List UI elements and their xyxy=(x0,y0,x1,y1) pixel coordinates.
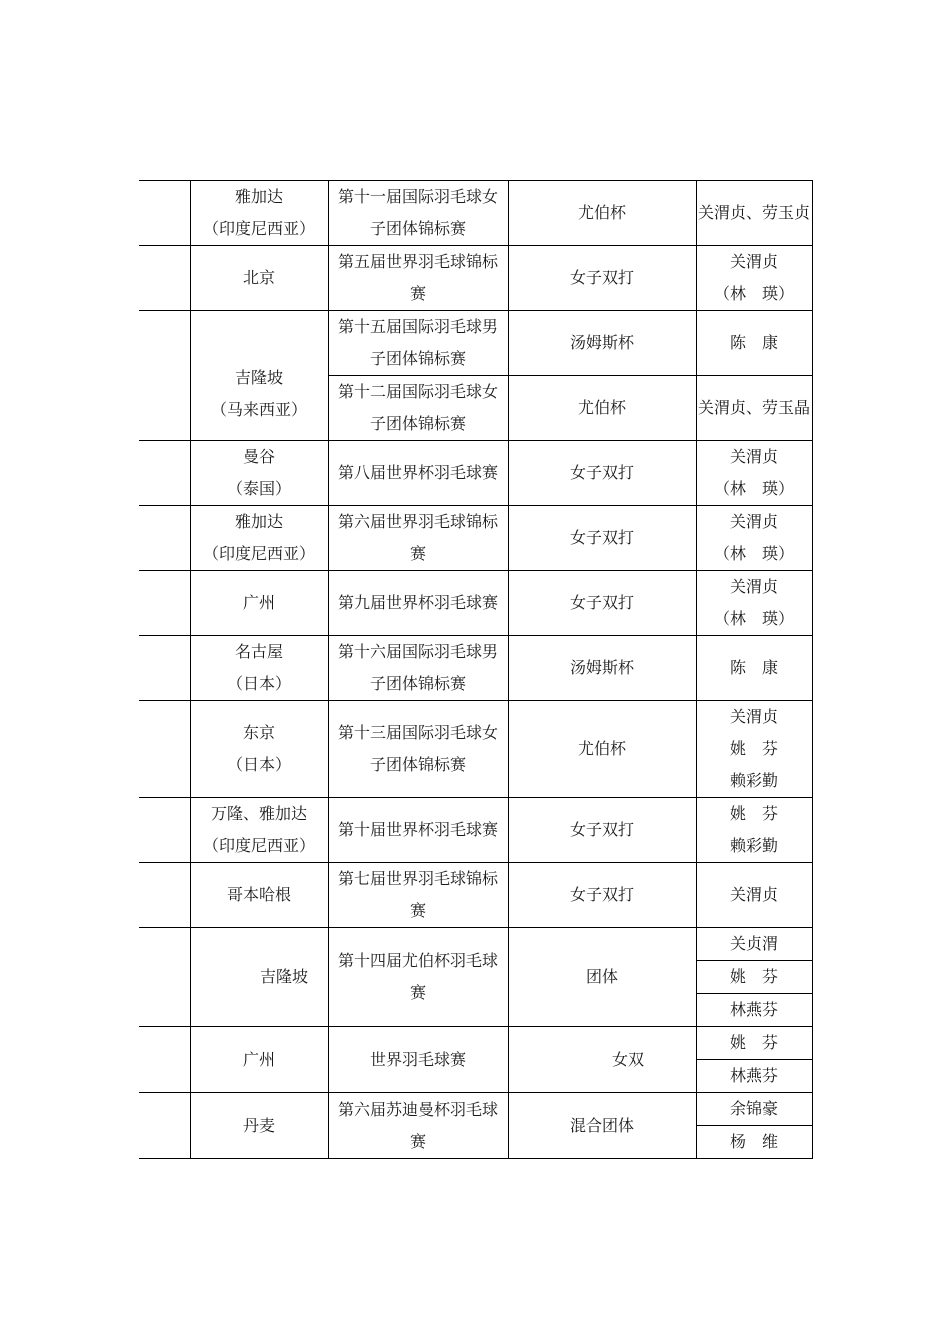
table-row xyxy=(139,928,812,961)
category-cell: 汤姆斯杯 xyxy=(508,636,696,701)
table-row xyxy=(139,181,812,246)
location-cell: 万隆、雅加达 （印度尼西亚） xyxy=(190,798,328,863)
location-cell: 雅加达 （印度尼西亚） xyxy=(190,506,328,571)
category-cell: 女子双打 xyxy=(508,441,696,506)
location-cell: 哥本哈根 xyxy=(190,863,328,928)
event-cell: 第十一届国际羽毛球女 子团体锦标赛 xyxy=(328,181,508,246)
players-cell: 关渭贞 （林 瑛） xyxy=(696,506,812,571)
players-cell: 陈 康 xyxy=(696,311,812,376)
event-cell: 第八届世界杯羽毛球赛 xyxy=(328,441,508,506)
event-cell: 第十六届国际羽毛球男 子团体锦标赛 xyxy=(328,636,508,701)
location-cell: 丹麦 xyxy=(190,1093,328,1159)
location-cell: 东京 （日本） xyxy=(190,701,328,798)
event-cell: 世界羽毛球赛 xyxy=(328,1027,508,1093)
players-cell: 姚 芬 xyxy=(696,1027,812,1060)
event-cell: 第十四届尤伯杯羽毛球 赛 xyxy=(328,928,508,1027)
players-cell: 关贞渭 xyxy=(696,928,812,961)
category-cell: 女子双打 xyxy=(508,246,696,311)
table-row xyxy=(139,1093,812,1126)
players-cell: 余锦豪 xyxy=(696,1093,812,1126)
category-cell: 尤伯杯 xyxy=(508,181,696,246)
table-row xyxy=(139,701,812,798)
table-row xyxy=(139,636,812,701)
players-cell: 陈 康 xyxy=(696,636,812,701)
players-cell: 关渭贞、劳玉晶 xyxy=(696,376,812,441)
players-cell: 关渭贞 xyxy=(696,863,812,928)
event-cell: 第十二届国际羽毛球女 子团体锦标赛 xyxy=(328,376,508,441)
year-cell xyxy=(139,311,190,441)
location-cell: 北京 xyxy=(190,246,328,311)
badminton-results-table xyxy=(139,180,813,1159)
year-cell xyxy=(139,1027,190,1093)
players-cell: 林燕芬 xyxy=(696,1060,812,1093)
table-row xyxy=(139,863,812,928)
table-row xyxy=(139,246,812,311)
table-row xyxy=(139,798,812,863)
table-row xyxy=(139,311,812,376)
event-cell: 第十三届国际羽毛球女 子团体锦标赛 xyxy=(328,701,508,798)
year-cell xyxy=(139,798,190,863)
event-cell: 第九届世界杯羽毛球赛 xyxy=(328,571,508,636)
year-cell xyxy=(139,441,190,506)
year-cell xyxy=(139,246,190,311)
players-cell: 姚 芬 赖彩勤 xyxy=(696,798,812,863)
location-cell: 吉隆坡 （马来西亚） xyxy=(190,311,328,441)
table-row xyxy=(139,506,812,571)
players-cell: 关渭贞 姚 芬 赖彩勤 xyxy=(696,701,812,798)
category-cell: 团体 xyxy=(508,928,696,1027)
location-cell: 雅加达 （印度尼西亚） xyxy=(190,181,328,246)
players-cell: 林燕芬 xyxy=(696,994,812,1027)
category-cell: 女子双打 xyxy=(508,798,696,863)
year-cell xyxy=(139,506,190,571)
location-cell: 吉隆坡 xyxy=(190,928,328,1027)
players-cell: 关渭贞 （林 瑛） xyxy=(696,441,812,506)
players-cell: 关渭贞、劳玉贞 xyxy=(696,181,812,246)
year-cell xyxy=(139,571,190,636)
year-cell xyxy=(139,928,190,1027)
category-cell: 尤伯杯 xyxy=(508,376,696,441)
location-cell: 广州 xyxy=(190,571,328,636)
players-cell: 姚 芬 xyxy=(696,961,812,994)
category-cell: 女子双打 xyxy=(508,506,696,571)
year-cell xyxy=(139,1093,190,1159)
location-cell: 广州 xyxy=(190,1027,328,1093)
table-row xyxy=(139,1027,812,1060)
category-cell: 尤伯杯 xyxy=(508,701,696,798)
category-cell: 女双 xyxy=(508,1027,696,1093)
event-cell: 第十五届国际羽毛球男 子团体锦标赛 xyxy=(328,311,508,376)
event-cell: 第七届世界羽毛球锦标 赛 xyxy=(328,863,508,928)
table-row xyxy=(139,441,812,506)
category-cell: 女子双打 xyxy=(508,571,696,636)
players-cell: 关渭贞 （林 瑛） xyxy=(696,571,812,636)
event-cell: 第六届世界羽毛球锦标 赛 xyxy=(328,506,508,571)
players-cell: 关渭贞 （林 瑛） xyxy=(696,246,812,311)
location-cell: 曼谷 （泰国） xyxy=(190,441,328,506)
players-cell: 杨 维 xyxy=(696,1126,812,1159)
year-cell xyxy=(139,181,190,246)
category-cell: 汤姆斯杯 xyxy=(508,311,696,376)
event-cell: 第十届世界杯羽毛球赛 xyxy=(328,798,508,863)
year-cell xyxy=(139,863,190,928)
category-cell: 女子双打 xyxy=(508,863,696,928)
year-cell xyxy=(139,636,190,701)
table-row xyxy=(139,571,812,636)
category-cell: 混合团体 xyxy=(508,1093,696,1159)
event-cell: 第五届世界羽毛球锦标 赛 xyxy=(328,246,508,311)
event-cell: 第六届苏迪曼杯羽毛球 赛 xyxy=(328,1093,508,1159)
location-cell: 名古屋 （日本） xyxy=(190,636,328,701)
year-cell xyxy=(139,701,190,798)
